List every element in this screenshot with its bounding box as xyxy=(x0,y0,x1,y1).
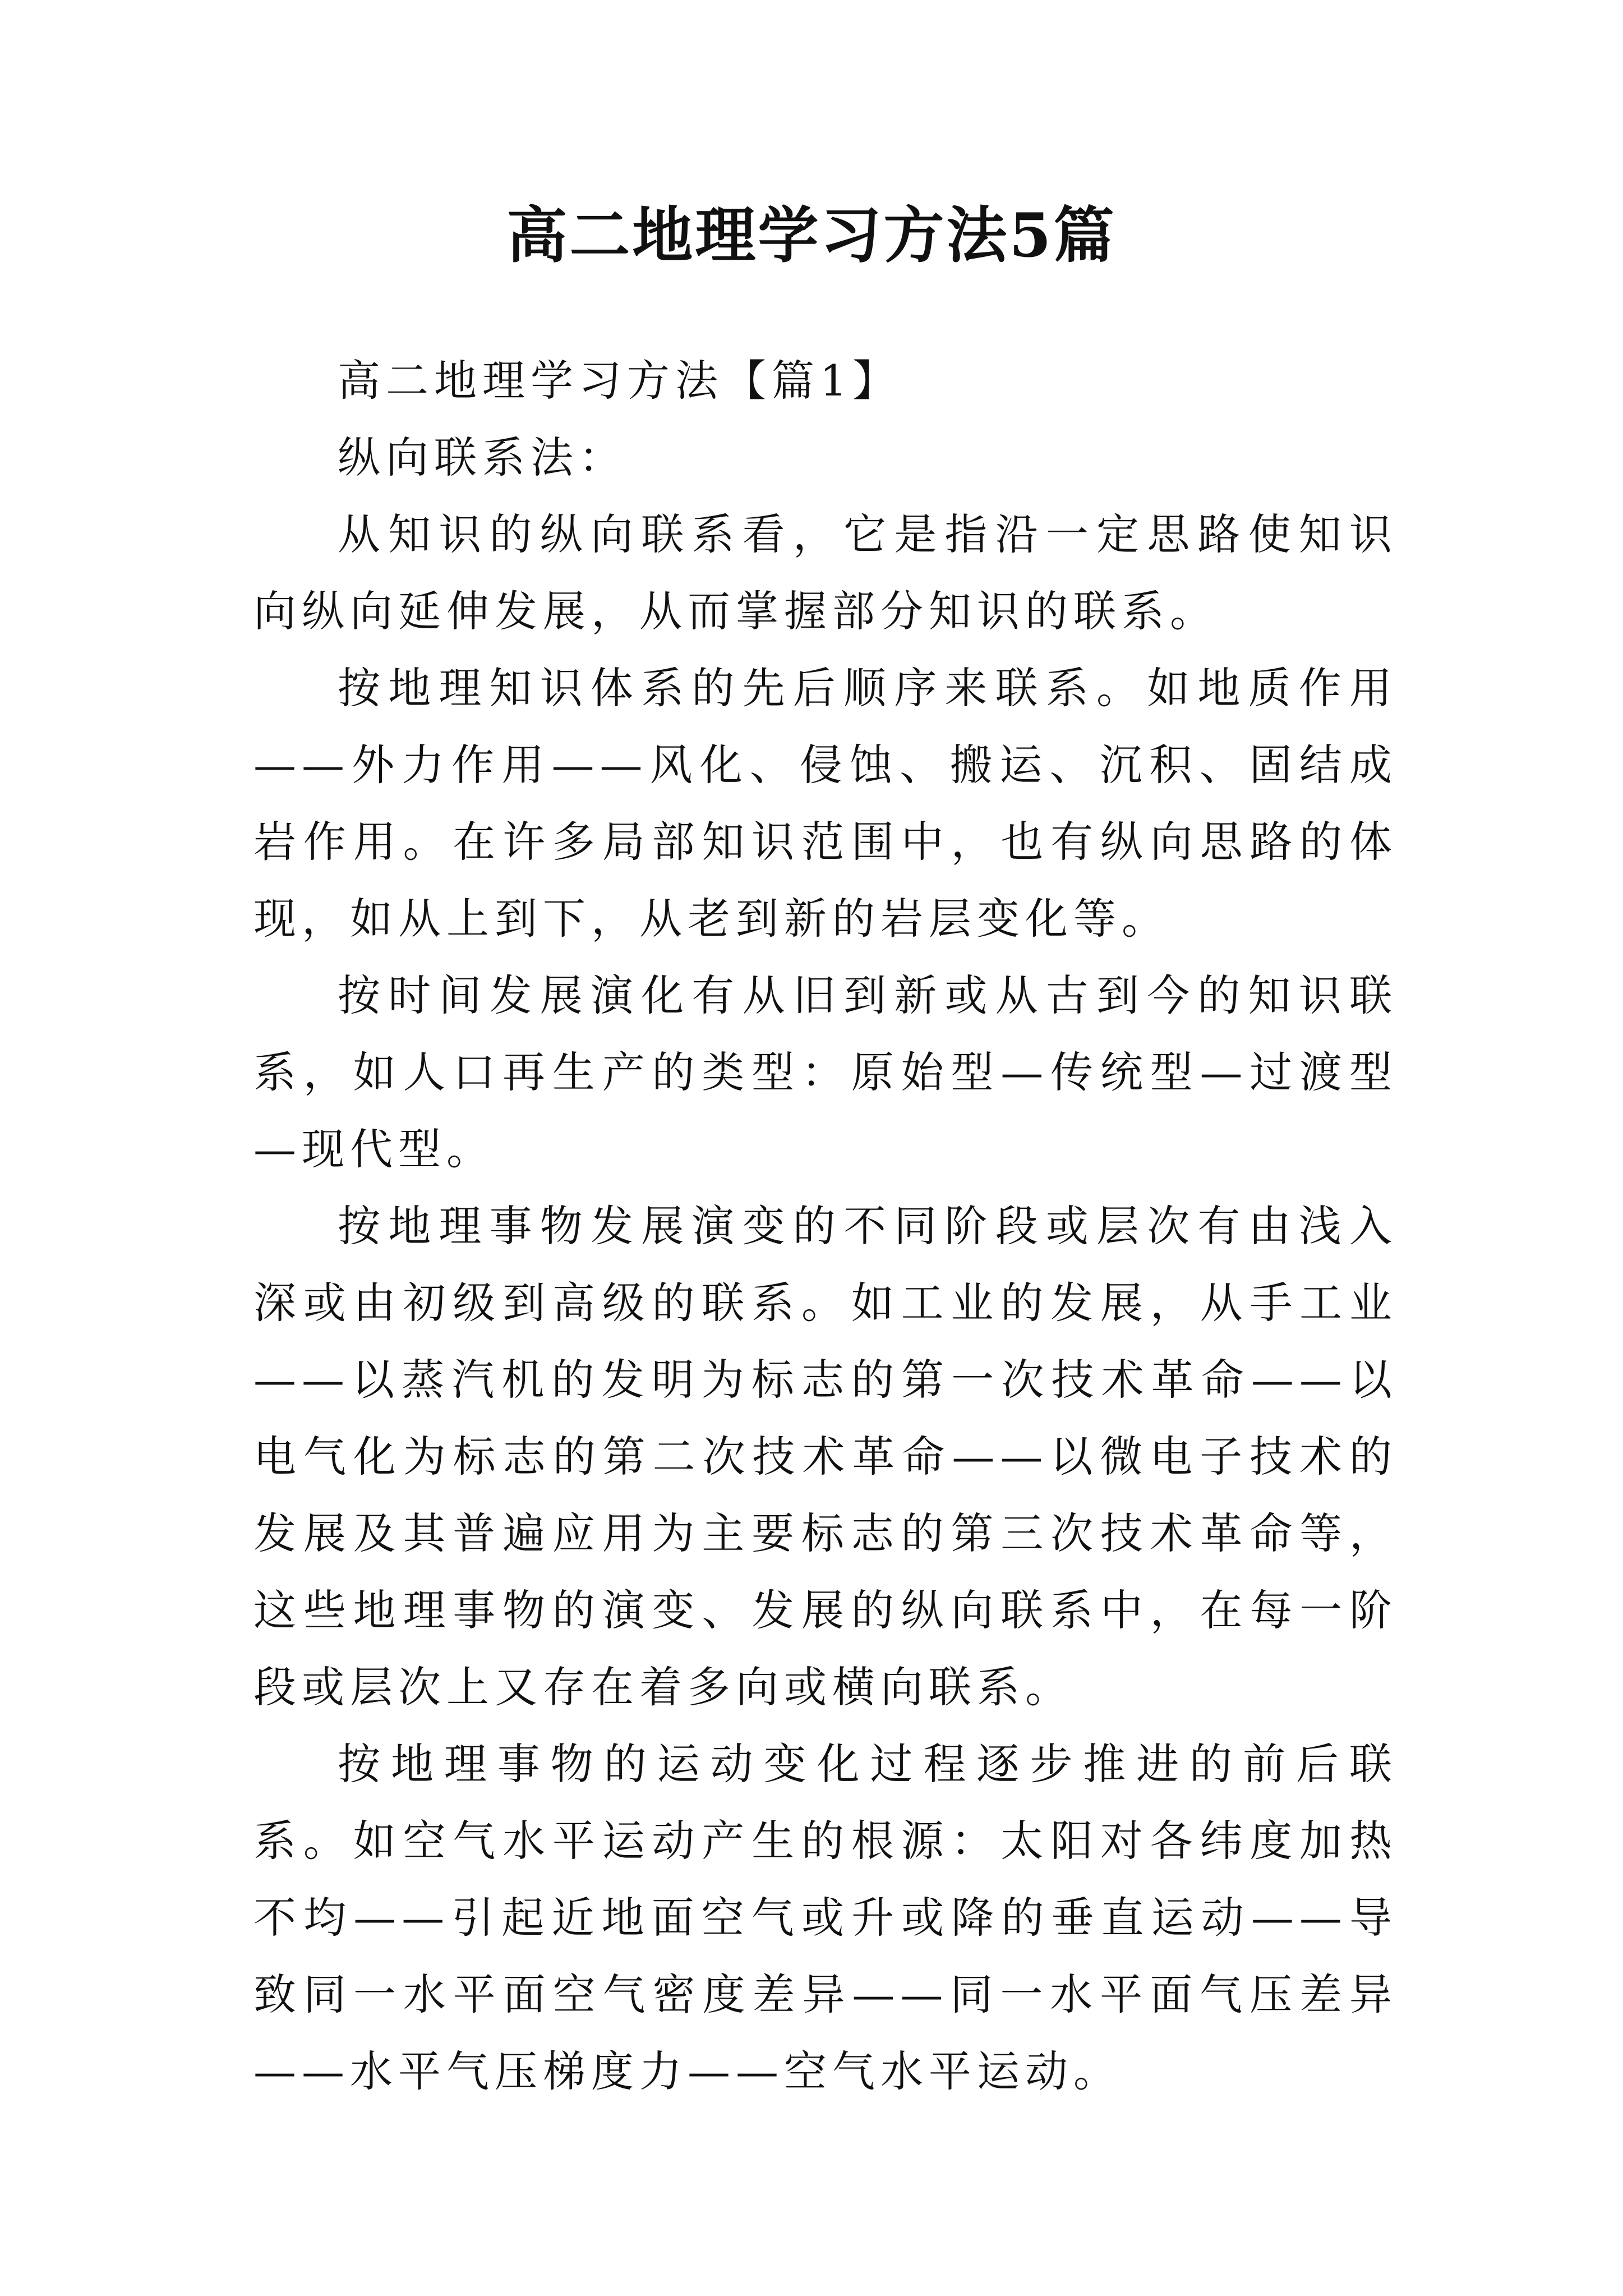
paragraph: 从知识的纵向联系看，它是指沿一定思路使知识向纵向延伸发展，从而掌握部分知识的联系。 xyxy=(253,509,1398,636)
document-title: 高二地理学习方法5篇 xyxy=(506,200,1117,271)
paragraph: 按地理事物的运动变化过程逐步推进的前后联系。如空气水平运动产生的根源：太阳对各纬度加热不均——引起近地面空气或升或降的垂直运动——导致同一水平面空气密度差异——同一水平面气压差异——水平气压梯度力——空气水平运动。 xyxy=(253,1739,1398,2096)
section-heading: 高二地理学习方法【篇1】 xyxy=(338,356,901,406)
subsection-heading: 纵向联系法： xyxy=(338,432,627,482)
paragraph: 按地理知识体系的先后顺序来联系。如地质作用——外力作用——风化、侵蚀、搬运、沉积、固结成岩作用。在许多局部知识范围中，也有纵向思路的体现，如从上到下，从老到新的岩层变化等。 xyxy=(253,663,1398,944)
paragraph: 按时间发展演化有从旧到新或从古到今的知识联系，如人口再生产的类型：原始型—传统型—过渡型—现代型。 xyxy=(253,970,1398,1174)
paragraph: 按地理事物发展演变的不同阶段或层次有由浅入深或由初级到高级的联系。如工业的发展，从手工业——以蒸汽机的发明为标志的第一次技术革命——以电气化为标志的第二次技术革命——以微电子技术的发展及其普遍应用为主要标志的第三次技术革命等，这些地理事物的演变、发展的纵向联系中，在每一阶段或层次上又存在着多向或横向联系。 xyxy=(253,1201,1398,1712)
document-body xyxy=(253,342,1398,2110)
